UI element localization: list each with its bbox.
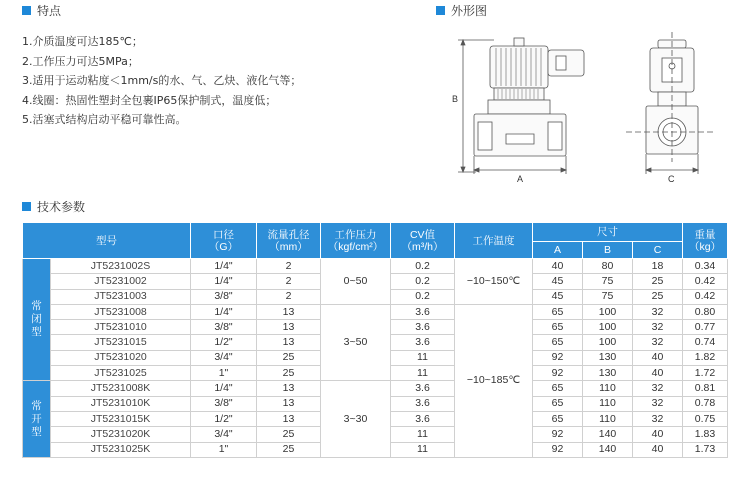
cell-size-a: 65 [533, 320, 583, 335]
cell-orifice: 25 [257, 366, 321, 381]
square-bullet-icon [22, 6, 31, 15]
cell-size-c: 40 [633, 366, 683, 381]
dim-label-b: B [452, 94, 459, 104]
cell-size-b: 130 [583, 350, 633, 365]
cell-cv: 3.6 [391, 320, 455, 335]
header-orifice: 流量孔径 （mm） [257, 223, 321, 259]
cell-size-c: 32 [633, 396, 683, 411]
cell-cv: 3.6 [391, 381, 455, 396]
cell-size-b: 80 [583, 259, 633, 274]
cell-size-a: 65 [533, 396, 583, 411]
cell-model: JT5231008K [51, 381, 191, 396]
cell-port: 1/2" [191, 335, 257, 350]
cell-model: JT5231010K [51, 396, 191, 411]
spec-table [22, 222, 728, 458]
cell-size-a: 92 [533, 366, 583, 381]
cell-orifice: 13 [257, 320, 321, 335]
cell-port: 1" [191, 442, 257, 457]
cell-port: 1/4" [191, 304, 257, 319]
cell-orifice: 13 [257, 381, 321, 396]
header-temp: 工作温度 [455, 223, 533, 259]
table-header-row [23, 223, 728, 242]
cell-weight: 0.42 [683, 289, 728, 304]
cell-temp: −10~185℃ [455, 304, 533, 457]
cell-size-c: 32 [633, 411, 683, 426]
cell-model: JT5231015 [51, 335, 191, 350]
cell-model: JT5231015K [51, 411, 191, 426]
cell-port: 1/4" [191, 381, 257, 396]
square-bullet-icon [436, 6, 445, 15]
cell-port: 1/2" [191, 411, 257, 426]
cell-size-a: 65 [533, 381, 583, 396]
cell-weight: 1.83 [683, 427, 728, 442]
cell-orifice: 2 [257, 259, 321, 274]
cell-cv: 11 [391, 442, 455, 457]
cell-weight: 1.72 [683, 366, 728, 381]
valve-outline-drawing [436, 22, 736, 187]
cell-temp: −10~150℃ [455, 259, 533, 305]
cell-size-c: 40 [633, 350, 683, 365]
cell-cv: 11 [391, 350, 455, 365]
features-heading [22, 2, 61, 19]
cell-size-a: 40 [533, 259, 583, 274]
table-row [23, 259, 728, 274]
cell-size-c: 40 [633, 427, 683, 442]
drawing-title: 外形图 [451, 4, 488, 18]
cell-cv: 3.6 [391, 304, 455, 319]
cell-size-c: 32 [633, 304, 683, 319]
cell-orifice: 13 [257, 411, 321, 426]
cell-size-c: 40 [633, 442, 683, 457]
cell-port: 1/4" [191, 259, 257, 274]
header-model: 型号 [23, 223, 191, 259]
cell-model: JT5231025 [51, 366, 191, 381]
cell-orifice: 2 [257, 289, 321, 304]
cell-size-c: 32 [633, 381, 683, 396]
drawing-heading [436, 2, 487, 19]
cell-size-c: 32 [633, 335, 683, 350]
cell-model: JT5231002 [51, 274, 191, 289]
features-title: 特点 [37, 4, 62, 18]
group-label-normally-closed: 常 闭 型 [23, 259, 51, 381]
cell-pressure: 0~50 [321, 259, 391, 305]
cell-size-c: 32 [633, 320, 683, 335]
cell-model: JT5231003 [51, 289, 191, 304]
dim-label-c: C [668, 174, 675, 184]
header-size-c: C [633, 242, 683, 259]
header-size-b: B [583, 242, 633, 259]
feature-item: 2.工作压力可达5MPa； [22, 54, 139, 68]
cell-model: JT5231010 [51, 320, 191, 335]
cell-port: 3/8" [191, 289, 257, 304]
cell-port: 3/8" [191, 320, 257, 335]
cell-size-b: 75 [583, 274, 633, 289]
cell-cv: 3.6 [391, 396, 455, 411]
cell-port: 1" [191, 366, 257, 381]
cell-pressure: 3~50 [321, 304, 391, 380]
cell-weight: 1.73 [683, 442, 728, 457]
cell-size-b: 110 [583, 411, 633, 426]
feature-item: 1.介质温度可达185℃； [22, 35, 143, 48]
header-pressure: 工作压力 （kgf/cm²） [321, 223, 391, 259]
cell-size-c: 25 [633, 289, 683, 304]
header-cv: CV值 （m³/h） [391, 223, 455, 259]
dim-label-a: A [517, 174, 524, 184]
cell-port: 3/8" [191, 396, 257, 411]
cell-model: JT5231008 [51, 304, 191, 319]
cell-size-b: 100 [583, 320, 633, 335]
header-weight: 重量 （kg） [683, 223, 728, 259]
cell-size-b: 75 [583, 289, 633, 304]
cell-size-b: 140 [583, 442, 633, 457]
cell-weight: 0.78 [683, 396, 728, 411]
header-size: 尺寸 [533, 223, 683, 242]
spec-heading [22, 198, 85, 215]
cell-port: 3/4" [191, 350, 257, 365]
cell-cv: 3.6 [391, 411, 455, 426]
cell-size-a: 65 [533, 335, 583, 350]
cell-size-b: 110 [583, 381, 633, 396]
cell-size-b: 100 [583, 335, 633, 350]
cell-model: JT5231020 [51, 350, 191, 365]
cell-model: JT5231020K [51, 427, 191, 442]
cell-size-a: 92 [533, 427, 583, 442]
cell-weight: 0.80 [683, 304, 728, 319]
cell-size-a: 45 [533, 289, 583, 304]
feature-item: 3.适用于运动粘度＜1mm/s的水、气、乙炔、液化气等； [22, 74, 302, 87]
features-list [22, 32, 301, 130]
cell-size-b: 140 [583, 427, 633, 442]
cell-orifice: 25 [257, 427, 321, 442]
cell-weight: 0.77 [683, 320, 728, 335]
cell-size-a: 65 [533, 304, 583, 319]
cell-weight: 1.82 [683, 350, 728, 365]
cell-cv: 11 [391, 366, 455, 381]
cell-orifice: 25 [257, 350, 321, 365]
cell-model: JT5231002S [51, 259, 191, 274]
cell-cv: 0.2 [391, 274, 455, 289]
cell-port: 3/4" [191, 427, 257, 442]
cell-orifice: 13 [257, 304, 321, 319]
cell-size-a: 45 [533, 274, 583, 289]
spec-title: 技术参数 [37, 200, 86, 214]
cell-cv: 0.2 [391, 259, 455, 274]
cell-orifice: 13 [257, 335, 321, 350]
group-label-normally-open: 常 开 型 [23, 381, 51, 457]
square-bullet-icon [22, 202, 31, 211]
cell-pressure: 3~30 [321, 381, 391, 457]
cell-port: 1/4" [191, 274, 257, 289]
cell-weight: 0.75 [683, 411, 728, 426]
cell-orifice: 13 [257, 396, 321, 411]
feature-item: 4.线圈：热固性塑封全包裹IP65保护制式，温度低； [22, 93, 277, 107]
cell-weight: 0.34 [683, 259, 728, 274]
cell-weight: 0.42 [683, 274, 728, 289]
cell-size-b: 130 [583, 366, 633, 381]
cell-orifice: 2 [257, 274, 321, 289]
cell-size-a: 92 [533, 442, 583, 457]
cell-weight: 0.74 [683, 335, 728, 350]
table-row [23, 381, 728, 396]
cell-weight: 0.81 [683, 381, 728, 396]
cell-size-b: 100 [583, 304, 633, 319]
table-row [23, 304, 728, 319]
cell-size-a: 65 [533, 411, 583, 426]
cell-cv: 0.2 [391, 289, 455, 304]
header-port: 口径 （G） [191, 223, 257, 259]
cell-model: JT5231025K [51, 442, 191, 457]
feature-item: 5.活塞式结构启动平稳可靠性高。 [22, 113, 187, 126]
cell-size-c: 18 [633, 259, 683, 274]
cell-orifice: 25 [257, 442, 321, 457]
cell-size-c: 25 [633, 274, 683, 289]
cell-size-a: 92 [533, 350, 583, 365]
cell-cv: 11 [391, 427, 455, 442]
header-size-a: A [533, 242, 583, 259]
cell-size-b: 110 [583, 396, 633, 411]
cell-cv: 3.6 [391, 335, 455, 350]
